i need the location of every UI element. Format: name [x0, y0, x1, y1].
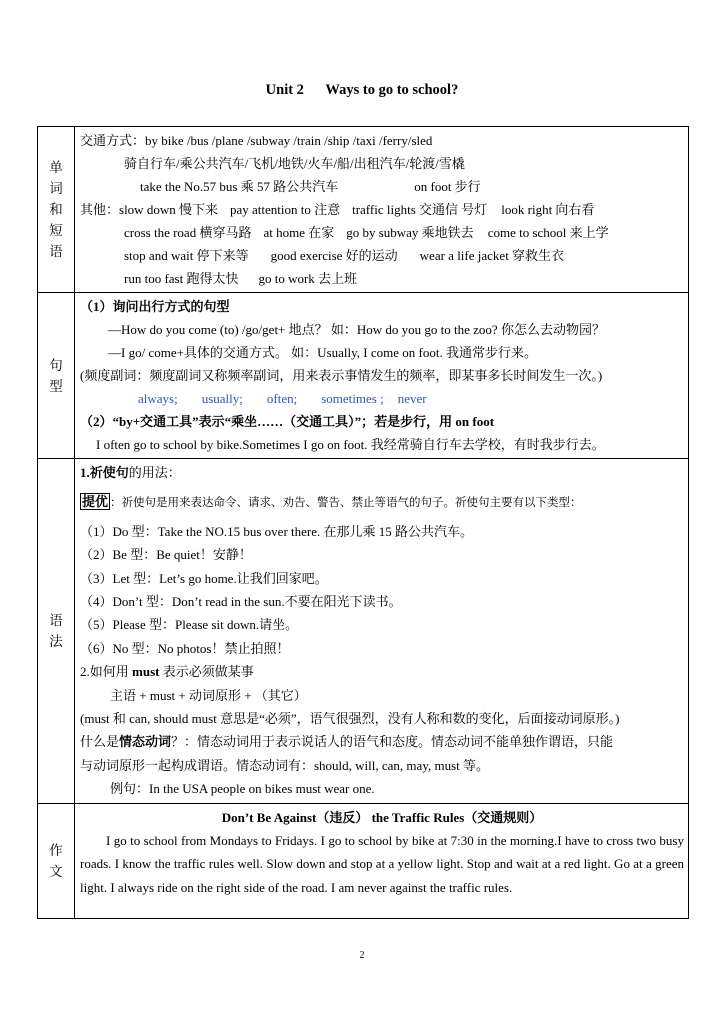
grammar-heading-1 — [80, 461, 684, 484]
by-subway-phrase: go by subway 乘地铁去 — [346, 225, 474, 240]
imperative-type: （3）Let 型：Let’s go home.让我们回家吧。 — [80, 570, 328, 586]
slow-down-phrase: slow down 慢下来 — [119, 202, 218, 217]
grammar-h2-pre: 2.如何用 — [80, 664, 133, 680]
grammar-h1-num: 1. — [80, 465, 90, 480]
vocab-line-3 — [80, 175, 684, 198]
modal-line-1 — [80, 730, 684, 753]
grammar-h1-bold: 祈使句 — [89, 465, 129, 480]
imperative-type: （6）No 型：No photos！禁止拍照！ — [80, 640, 290, 656]
at-home-phrase: at home 在家 — [263, 225, 335, 240]
question-pattern: —How do you come (to) /go/get+ 地点？ 如：How do you go to the zoo? 你怎么去动物园？ — [108, 322, 605, 337]
grammar-h2-bold: must — [132, 664, 160, 680]
grammar-heading-2 — [80, 660, 684, 683]
vocab-row — [38, 127, 689, 293]
must-formula: 主语 + must + 动词原形 + （其它） — [110, 687, 307, 703]
answer-pattern: —I go/ come+具体的交通方式。 如：Usually, I come on foot. 我通常步行来。 — [108, 345, 537, 360]
composition-content — [75, 803, 689, 918]
notes-table — [37, 126, 689, 919]
vocab-label — [38, 127, 75, 293]
sentences-content — [75, 293, 689, 459]
life-jacket-phrase: wear a life jacket 穿救生衣 — [419, 248, 565, 263]
vocab-line-7 — [80, 267, 684, 290]
sentences-row — [38, 293, 689, 459]
modal-pre: 什么是 — [80, 734, 120, 750]
grammar-example: 例句：In the USA people on bikes must wear one. — [110, 781, 375, 797]
grammar-h1-rest: 的用法： — [128, 465, 181, 480]
sentence-heading-2: （2）“by+交通工具”表示“乘坐……（交通工具）”；若是步行，用 on foot — [80, 414, 495, 429]
cross-road-phrase: cross the road 横穿马路 — [124, 225, 252, 240]
on-foot-phrase: on foot 步行 — [414, 179, 481, 194]
go-work-phrase: go to work 去上班 — [258, 271, 358, 286]
vocab-line-5 — [80, 221, 684, 244]
vocab-line-6 — [80, 244, 684, 267]
adverb-always: always; — [138, 391, 178, 406]
good-exercise-phrase: good exercise 好的运动 — [270, 248, 398, 263]
adverb-sometimes: sometimes ; — [321, 391, 384, 406]
page-title: Unit 2 Ways to go to school? — [265, 82, 459, 98]
must-note: (must 和 can, should must 意思是“必须”，语气很强烈，没有人称和数的变化，后面接动词原形。) — [80, 711, 620, 727]
imperative-type: （4）Don’t 型：Don’t read in the sun.不要在阳光下读书。 — [80, 594, 402, 610]
vocab-content — [75, 127, 689, 293]
adverb-note: (频度副词：频度副词又称频率副词，用来表示事情发生的频率，即某事多长时间发生一次。) — [80, 368, 603, 383]
vocab-line-4 — [80, 198, 684, 221]
take-bus-phrase: take the No.57 bus 乘 57 路公共汽车 — [140, 179, 339, 194]
come-to-school-phrase: come to school 来上学 — [487, 225, 609, 240]
look-right-phrase: look right 向右看 — [501, 202, 595, 217]
lbl-comp-text: 作 文 — [49, 842, 63, 879]
modal-rest: ？：情态动词用于表示说话人的语气和态度。情态动词不能单独作谓语，只能 — [171, 734, 614, 750]
grammar-content — [75, 459, 689, 804]
tip-line — [80, 490, 684, 515]
sentences-label — [38, 293, 75, 459]
grammar-row — [38, 459, 689, 804]
grammar-h2-post: 表示必须做某事 — [159, 664, 254, 680]
transport-cn: 骑自行车/乘公共汽车/飞机/地铁/火车/船/出租汽车/轮渡/雪橇 — [124, 156, 465, 171]
tip-text: ：祈使句是用来表达命令、请求、劝告、警告、禁止等语气的句子。祈使句主要有以下类型： — [110, 497, 582, 510]
run-fast-phrase: run too fast 跑得太快 — [124, 271, 239, 286]
stop-wait-phrase: stop and wait 停下来等 — [124, 248, 249, 263]
composition-label — [38, 803, 75, 918]
transport-line: 交通方式：by bike /bus /plane /subway /train /ship /taxi /ferry/sled — [80, 133, 433, 148]
imperative-type: （2）Be 型：Be quiet！安静！ — [80, 547, 252, 563]
composition-body: I go to school from Mondays to Fridays. I go to school by bike at 7:30 in the morning.I have to cross two busy roads. I know the traffic rules well. Slow down and stop at a yellow light. Stop and wait at a red light. Go at a green light. I always ride on the right side of the road. I am never against the traffic rules. — [80, 832, 684, 895]
lbl-vocab-text: 单 词 和 短 语 — [49, 160, 63, 259]
pay-attention-phrase: pay attention to 注意 — [229, 202, 341, 217]
adverb-never: never — [397, 391, 427, 406]
imperative-type: （1）Do 型：Take the NO.15 bus over there. 在那儿乘 15 路公共汽车。 — [80, 523, 474, 539]
traffic-lights-phrase: traffic lights 交通信 号灯 — [352, 202, 488, 217]
modal-bold: 情态动词 — [119, 734, 172, 750]
imperative-type: （5）Please 型：Please sit down.请坐。 — [80, 617, 299, 633]
lbl-gram-text: 语 法 — [49, 612, 63, 649]
composition-title: Don’t Be Against（违反） the Traffic Rules（交通规则） — [221, 809, 543, 825]
composition-row — [38, 803, 689, 918]
adverb-usually: usually; — [201, 391, 243, 406]
page-number: 2 — [359, 950, 365, 961]
adverb-often: often; — [266, 391, 298, 406]
sentence-example: I often go to school by bike.Sometimes I go on foot. 我经常骑自行车去学校，有时我步行去。 — [96, 437, 605, 452]
grammar-label — [38, 459, 75, 804]
sentence-heading-1: （1）询问出行方式的句型 — [80, 299, 230, 314]
other-prefix: 其他： — [80, 202, 120, 217]
adverb-list — [80, 387, 684, 410]
tip-label: 提优 — [82, 494, 109, 510]
modal-line-2: 与动词原形一起构成谓语。情态动词有：should, will, can, may, must 等。 — [80, 757, 490, 773]
lbl-sent-text: 句 型 — [49, 357, 63, 394]
